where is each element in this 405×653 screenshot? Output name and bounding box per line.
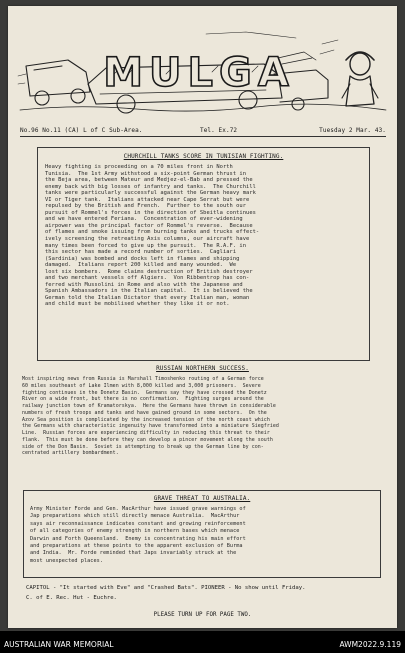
article-heading: RUSSIAN NORTHERN SUCCESS. (156, 365, 249, 372)
header-rule (20, 136, 386, 137)
archive-footer (0, 631, 405, 653)
c-of-e-notice: C. of E. Rec. Hut - Euchre. (26, 595, 117, 601)
page-turn-notice: PLEASE TURN UP FOR PAGE TWO. (153, 612, 252, 618)
telephone-ext: Tel. Ex.72 (200, 127, 238, 134)
issue-number: No.96 No.11 (CA) L of C Sub-Area. (20, 127, 143, 134)
newsletter-page (8, 6, 397, 628)
article-heading: GRAVE THREAT TO AUSTRALIA. (153, 495, 251, 502)
article-body: Army Minister Forde and Gen. MacArthur have issued grave warnings of Jap preparations which still directly menace Australia. MacArthur says air reconnaissance indicates constant and growing reinforcement of all categories of enemy strength in northern bases which menace Darwin and Forth Queensland. Enemy is concentrating his main effort and preparations at these points to the apparent exclusion of Burma and India. Mr. Forde reminded that Japs invariably struck at the most unexpected places. (30, 506, 246, 564)
article-body: Most inspiring news from Russia is Marshall Timoshenko routing of a German force 60 miles southeast of Lake Ilmen with 8,000 killed and 3,000 prisoners. Severe fighting continues in the Donetz Basin. Germans say they have crossed the Donetz River on a wide front, but there is no confirmation. Fighting surges around the railway junction town of Kramatorskya. Here the Germans have thrown in considerable numbers of fresh troops and tanks and have gained ground in some sectors. On the Azov Sea position is complicated by the increased tension of the north coast which the Germans with characteristic ingenuity have transformed into a miniature Siegfried Line. Russian forces are experiencing difficulty in reducing this threat to their flank. This must be done before they can develop a pincer movement along the south side of the Don Basin. Soviet is attempting to break up the German line by con- centrated artillery bombardment. (22, 376, 279, 457)
archive-name: AUSTRALIAN WAR MEMORIAL (4, 640, 114, 649)
masthead-illustration (16, 14, 389, 122)
issue-date: Tuesday 2 Mar. 43. (319, 127, 386, 134)
masthead-logo-text: MULGA (103, 50, 295, 96)
article-heading: CHURCHILL TANKS SCORE IN TUNISIAN FIGHTING. (123, 153, 284, 160)
capitol-notice: CAPITOL - "It started with Eve" and "Crashed Bats". PIONEER - No show until Friday. (26, 585, 306, 591)
archive-reference: AWM2022.9.119 (339, 640, 401, 649)
article-body: Heavy fighting is proceeding on a 70 miles front in North Tunisia. The 1st Army withstood a six-point German thrust in the Beja area, between Mateur and Medjez-el-Bab and pressed the enemy back with big losses of infantry and tanks. The Churchill tanks were particularly successful against the German heavy mark VI or Tiger tank. Italians attacked near Cape Serrat but were repulsed by the British and French. Further to the south our pursuit of Rommel's forces in the direction of Sbeitla continues and we have entered Feriana. Concentration of ever-widening airpower was the principal factor of Rommel's reverse. Because of flames and smoke issuing from burning tanks and trucks effect- ively screening the retreating Axis columns, our aircraft have many times been forced to give up the pursuit. The R.A.F. in this sector has made a record number of sorties. Cagliari (Sardinia) was bombed and docks left in flames and shipping damaged. Italians report 200 killed and many wounded. We lost six bombers. Rome claims destruction of British destroyer and two merchant vessels off Algiers. Von Ribbentrop has con- ferred with Mussolini in Rome and also with the Japanese and Spanish Ambassadors in the Italian capital. It is believed the German told the Italian Dictator that every Italian man, woman and child must be mobilised whether they like it or not. (45, 164, 260, 308)
masthead (16, 14, 389, 122)
